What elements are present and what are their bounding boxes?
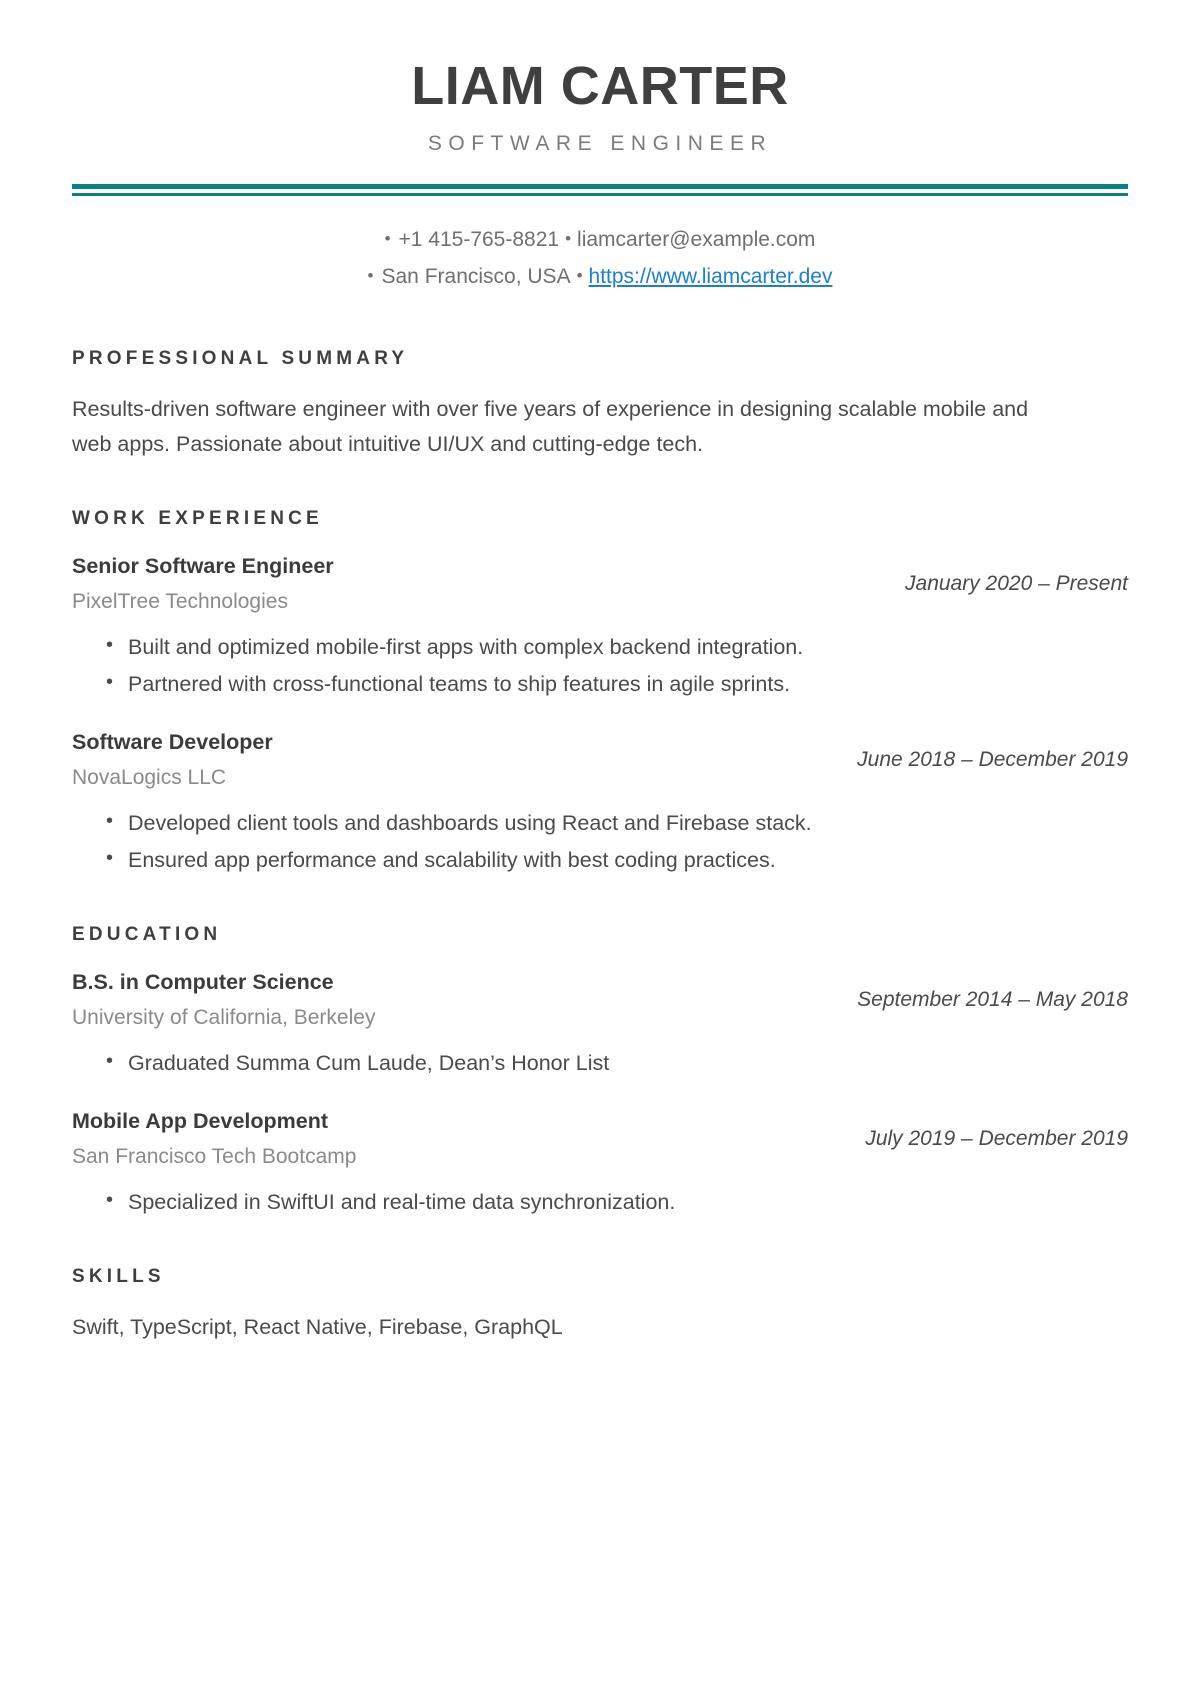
work-entry-company: PixelTree Technologies — [72, 589, 288, 613]
separator-dot-icon: • — [576, 266, 583, 286]
contact-location: San Francisco, USA — [381, 265, 571, 289]
bullet-dot-icon: • — [367, 266, 374, 286]
contact-line-secondary — [72, 259, 1128, 296]
education-entry-school: University of California, Berkeley — [72, 1005, 376, 1029]
contact-website-link[interactable]: https://www.liamcarter.dev — [588, 265, 833, 289]
education-entry-dates: September 2014 – May 2018 — [857, 987, 1128, 1011]
section-heading-summary: PROFESSIONAL SUMMARY — [72, 347, 409, 369]
work-entry — [72, 552, 1128, 702]
list-item: • Specialized in SwiftUI and real-time data synchronization. — [128, 1185, 1128, 1220]
work-entry-header — [72, 552, 1128, 616]
education-entry-header — [72, 1107, 1128, 1171]
education-entry-header — [72, 968, 1128, 1032]
education-entry — [72, 968, 1128, 1081]
divider-line-thin — [72, 193, 1128, 196]
work-entry-identity — [72, 552, 881, 616]
bullet-dot-icon: • — [384, 229, 391, 249]
header-divider — [72, 184, 1128, 196]
list-item: • Developed client tools and dashboards using React and Firebase stack. — [128, 806, 1128, 841]
work-entry-dates: January 2020 – Present — [905, 571, 1128, 595]
work-entry-title: Senior Software Engineer — [72, 553, 334, 578]
candidate-job-title: SOFTWARE ENGINEER — [427, 132, 773, 156]
education-entry-dates: July 2019 – December 2019 — [865, 1127, 1128, 1151]
work-entry-company: NovaLogics LLC — [72, 765, 227, 789]
list-item: • Built and optimized mobile-first apps with complex backend integration. — [128, 630, 1128, 665]
work-entry-dates: June 2018 – December 2019 — [857, 747, 1128, 771]
section-education — [72, 924, 1128, 1220]
contact-phone: +1 415-765-8821 — [398, 228, 560, 252]
education-entry-bullets — [72, 1185, 1128, 1220]
education-entry-identity — [72, 968, 833, 1032]
section-heading-skills: SKILLS — [72, 1266, 165, 1288]
work-entry-title: Software Developer — [72, 729, 273, 754]
separator-dot-icon: • — [565, 229, 572, 249]
section-professional-summary — [72, 348, 1128, 462]
contact-email[interactable]: liamcarter@example.com — [577, 228, 816, 252]
work-entry-identity — [72, 728, 833, 792]
education-entry-degree: Mobile App Development — [72, 1108, 329, 1133]
list-item: • Ensured app performance and scalability with best coding practices. — [128, 843, 1128, 878]
education-entry-degree: B.S. in Computer Science — [72, 969, 334, 994]
education-entry-identity — [72, 1107, 841, 1171]
resume-header — [72, 56, 1128, 296]
work-entry — [72, 728, 1128, 878]
contact-info — [72, 222, 1128, 296]
contact-line-primary — [72, 222, 1128, 259]
education-entry — [72, 1107, 1128, 1220]
candidate-name: LIAM CARTER — [411, 56, 789, 116]
work-entry-bullets — [72, 630, 1128, 702]
section-heading-work: WORK EXPERIENCE — [72, 507, 323, 529]
work-entry-header — [72, 728, 1128, 792]
section-heading-education: EDUCATION — [72, 923, 222, 945]
education-entry-school: San Francisco Tech Bootcamp — [72, 1144, 357, 1168]
education-entry-bullets — [72, 1046, 1128, 1081]
section-work-experience — [72, 508, 1128, 878]
summary-text: Results-driven software engineer with over five years of experience in designing scalable mobile and web apps. Passionate about intuitive UI/UX and cutting-edge tech. — [72, 396, 1029, 456]
work-entry-bullets — [72, 806, 1128, 878]
list-item: • Partnered with cross-functional teams to ship features in agile sprints. — [128, 667, 1128, 702]
list-item: • Graduated Summa Cum Laude, Dean’s Honor List — [128, 1046, 1128, 1081]
skills-list: Swift, TypeScript, React Native, Firebase, GraphQL — [72, 1315, 563, 1340]
section-skills — [72, 1266, 1128, 1344]
